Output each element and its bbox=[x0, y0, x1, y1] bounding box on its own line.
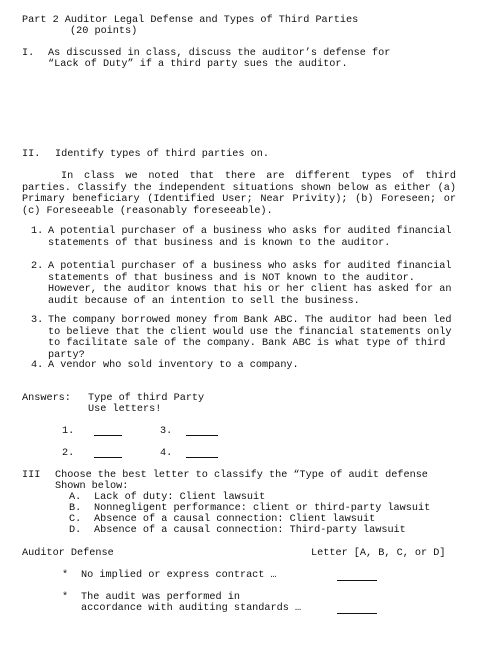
list-item: A potential purchaser of a business who asks for audited financial statements of that business and is known to the auditor. bbox=[48, 226, 452, 249]
answer-3-blank[interactable] bbox=[186, 425, 218, 436]
answer-2-blank[interactable] bbox=[94, 447, 122, 458]
defense-2-text-line-1: The audit was performed in bbox=[81, 592, 240, 603]
list-item-number: 1. bbox=[31, 226, 44, 237]
list-item-number: 3. bbox=[31, 315, 44, 326]
list-item-number: 2. bbox=[31, 261, 44, 272]
list-item: The company borrowed money from Bank ABC. The auditor had been led to believe that the client would use the financial statements only to facilitate sale of the company. Bank ABC is what type of third party? bbox=[48, 315, 452, 361]
option-letter: D. bbox=[69, 525, 82, 536]
section-3-number: III bbox=[22, 470, 41, 481]
page-title: Part 2 Auditor Legal Defense and Types of Third Parties bbox=[22, 15, 359, 26]
column-header-defense: Auditor Defense bbox=[22, 548, 114, 559]
answers-instruction-1: Type of third Party bbox=[88, 393, 205, 404]
option-text: Lack of duty: Client lawsuit bbox=[94, 492, 266, 503]
option-text: Nonnegligent performance: client or third-party lawsuit bbox=[94, 503, 431, 514]
defense-2-blank[interactable] bbox=[337, 603, 377, 614]
list-item-number: 4. bbox=[31, 360, 44, 371]
list-item: A vendor who sold inventory to a company. bbox=[48, 360, 299, 371]
section-3-line-1: Choose the best letter to classify the “Type of audit defense bbox=[55, 470, 428, 481]
answer-number: 1. bbox=[62, 426, 75, 437]
defense-2-text-line-2: accordance with auditing standards … bbox=[81, 603, 302, 614]
section-2-heading: Identify types of third parties on. bbox=[55, 149, 269, 160]
column-header-letter: Letter [A, B, C, or D] bbox=[311, 548, 446, 559]
section-1-line-2: “Lack of Duty” if a third party sues the auditor. bbox=[48, 59, 348, 70]
defense-1-text: No implied or express contract … bbox=[81, 570, 277, 581]
option-letter: C. bbox=[69, 514, 82, 525]
answer-number: 4. bbox=[160, 448, 173, 459]
bullet: * bbox=[62, 592, 69, 603]
answer-number: 2. bbox=[62, 448, 75, 459]
section-1-line-1: As discussed in class, discuss the auditor’s defense for bbox=[48, 48, 391, 59]
option-text: Absence of a causal connection: Third-party lawsuit bbox=[94, 525, 406, 536]
list-item: A potential purchaser of a business who asks for audited financial statements of that business and is NOT known to the auditor. However, the auditor knows that his or her client has asked for an audit because of an intention to sell the business. bbox=[48, 261, 452, 307]
answer-number: 3. bbox=[160, 426, 173, 437]
answer-4-blank[interactable] bbox=[186, 447, 218, 458]
answer-1-blank[interactable] bbox=[94, 425, 122, 436]
section-2-intro: In class we noted that there are different types of third parties. Classify the independent situations shown below as either (a) Primary beneficiary (Identified User; Near Privity); (b) Foreseen; or (c) Foreseeable (reasonably foreseeable). bbox=[22, 171, 456, 217]
section-1-number: I. bbox=[22, 48, 35, 59]
answers-instruction-2: Use letters! bbox=[88, 404, 162, 415]
section-2-number: II. bbox=[22, 149, 41, 160]
answers-label: Answers: bbox=[22, 393, 71, 404]
bullet: * bbox=[62, 570, 69, 581]
option-text: Absence of a causal connection: Client lawsuit bbox=[94, 514, 376, 525]
section-3-line-2: Shown below: bbox=[55, 481, 129, 492]
defense-1-blank[interactable] bbox=[337, 570, 377, 581]
option-letter: B. bbox=[69, 503, 82, 514]
points-label: (20 points) bbox=[70, 26, 138, 37]
option-letter: A. bbox=[69, 492, 82, 503]
